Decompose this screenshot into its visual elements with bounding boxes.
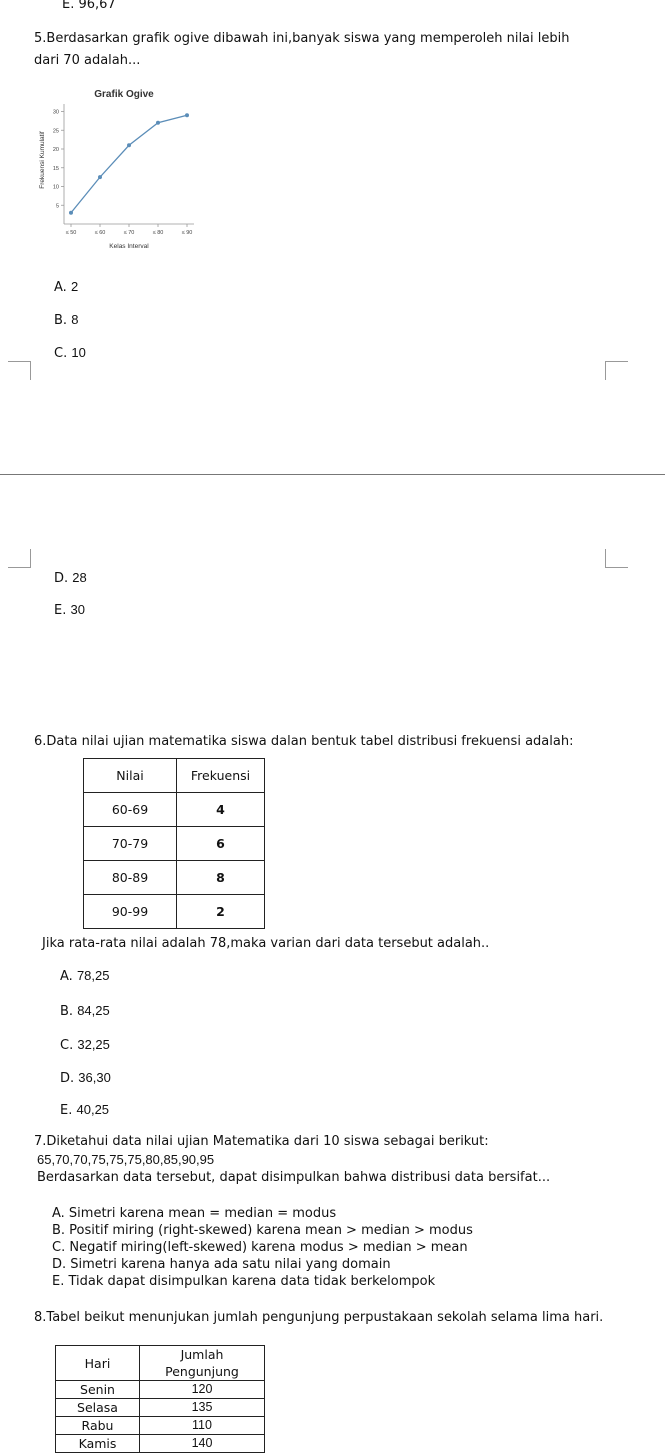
q8-header-jumlah-line1: Jumlah: [180, 1347, 224, 1362]
q6-cell-frekuensi: 6: [177, 827, 265, 861]
ogive-point: [69, 211, 73, 215]
q6-frequency-table: [83, 758, 265, 929]
q8-cell-jumlah: 140: [140, 1435, 265, 1453]
table-row: [84, 793, 265, 827]
ogive-line: [71, 115, 187, 213]
chart-title: Grafik Ogive: [94, 89, 154, 100]
y-ticks: [53, 110, 64, 210]
q8-table-header: [56, 1346, 265, 1381]
q6-option-d[interactable]: D. 36,30: [60, 1070, 111, 1086]
q5-option-b[interactable]: B. 8: [54, 312, 79, 328]
page-corner-top-right: [605, 361, 628, 380]
q8-cell-hari: Senin: [56, 1381, 140, 1399]
table-row: [84, 827, 265, 861]
x-tick-label: ≤ 70: [123, 230, 135, 236]
q5-question-line2: dari 70 adalah...: [34, 53, 141, 68]
q6-option-e[interactable]: E. 40,25: [60, 1102, 110, 1118]
table-row: [56, 1417, 265, 1435]
q6-option-b[interactable]: B. 84,25: [60, 1003, 110, 1019]
q8-cell-hari: Selasa: [56, 1399, 140, 1417]
ogive-points: [69, 113, 189, 215]
table-row: [84, 861, 265, 895]
q6-cell-nilai: 70-79: [84, 827, 177, 861]
ogive-point: [185, 113, 189, 117]
q7-option-d[interactable]: D. Simetri karena hanya ada satu nilai yang domain: [52, 1257, 391, 1272]
q6-cell-frekuensi: 8: [177, 861, 265, 895]
q6-cell-frekuensi: 2: [177, 895, 265, 929]
ogive-chart: [28, 82, 208, 258]
x-tick-label: ≤ 90: [181, 230, 193, 236]
x-tick-label: ≤ 60: [94, 230, 106, 236]
y-axis-label: Frekuensi Kumulatif: [39, 131, 46, 189]
q7-question: 7.Diketahui data nilai ujian Matematika dari 10 siswa sebagai berikut:: [34, 1134, 489, 1149]
q7-option-a[interactable]: A. Simetri karena mean = median = modus: [52, 1206, 337, 1221]
q5-option-c[interactable]: C. 10: [54, 345, 86, 361]
q6-table-header: [84, 759, 265, 793]
q8-cell-hari: Kamis: [56, 1435, 140, 1453]
q7-option-e[interactable]: E. Tidak dapat disimpulkan karena data tidak berkelompok: [52, 1274, 436, 1289]
page-corner-bottom-right: [605, 549, 628, 568]
q8-cell-jumlah: 120: [140, 1381, 265, 1399]
q6-header-nilai: Nilai: [84, 759, 177, 793]
q8-header-jumlah-line2: Pengunjung: [165, 1364, 239, 1379]
q6-cell-nilai: 60-69: [84, 793, 177, 827]
y-tick-label: 30: [52, 109, 59, 116]
page-break-line: [0, 474, 665, 475]
q8-question: 8.Tabel beikut menunjukan jumlah pengunjung perpustakaan sekolah selama lima hari.: [34, 1310, 604, 1325]
table-row: [84, 895, 265, 929]
q6-followup: Jika rata-rata nilai adalah 78,maka varian dari data tersebut adalah..: [42, 936, 490, 951]
table-row: [56, 1399, 265, 1417]
y-tick-label: 15: [52, 165, 59, 172]
q5-option-e[interactable]: E. 30: [54, 602, 85, 618]
q7-followup: Berdasarkan data tersebut, dapat disimpulkan bahwa distribusi data bersifat...: [37, 1170, 551, 1185]
ogive-point: [127, 143, 131, 147]
q8-cell-hari: Rabu: [56, 1417, 140, 1435]
q6-cell-frekuensi: 4: [177, 793, 265, 827]
q7-data-values: 65,70,70,75,75,75,80,85,90,95: [37, 1152, 215, 1167]
q5-option-a[interactable]: A. 2: [54, 279, 79, 295]
q8-cell-jumlah: 135: [140, 1399, 265, 1417]
q8-header-jumlah: [140, 1346, 265, 1381]
q6-option-a[interactable]: A. 78,25: [60, 968, 110, 984]
q6-question: 6.Data nilai ujian matematika siswa dalan bentuk tabel distribusi frekuensi adalah:: [34, 734, 574, 749]
q6-header-frekuensi: Frekuensi: [177, 759, 265, 793]
ogive-point: [156, 121, 160, 125]
table-row: [56, 1381, 265, 1399]
ogive-point: [98, 175, 102, 179]
table-row: [56, 1435, 265, 1453]
q7-option-c[interactable]: C. Negatif miring(left-skewed) karena modus > median > mean: [52, 1240, 468, 1255]
y-tick-label: 5: [55, 203, 59, 210]
page-corner-top-left: [8, 361, 31, 380]
q7-option-b[interactable]: B. Positif miring (right-skewed) karena mean > median > modus: [52, 1223, 473, 1238]
y-tick-label: 10: [52, 184, 59, 191]
page-corner-bottom-left: [8, 549, 31, 568]
q6-cell-nilai: 90-99: [84, 895, 177, 929]
y-tick-label: 25: [52, 128, 59, 135]
q8-cell-jumlah: 110: [140, 1417, 265, 1435]
q8-visitor-table: [55, 1345, 265, 1453]
q5-question-line1: 5.Berdasarkan grafik ogive dibawah ini,banyak siswa yang memperoleh nilai lebih: [34, 31, 570, 46]
q4-option-e: E. 96,67: [62, 0, 116, 12]
q8-header-hari: Hari: [56, 1346, 140, 1381]
x-axis-label: Kelas Interval: [109, 243, 149, 250]
x-tick-label: ≤ 80: [152, 230, 164, 236]
x-ticks: [66, 224, 193, 236]
q5-option-d[interactable]: D. 28: [54, 570, 87, 586]
q6-option-c[interactable]: C. 32,25: [60, 1037, 110, 1053]
q6-cell-nilai: 80-89: [84, 861, 177, 895]
y-tick-label: 20: [52, 147, 59, 153]
x-tick-label: ≤ 50: [65, 230, 77, 236]
